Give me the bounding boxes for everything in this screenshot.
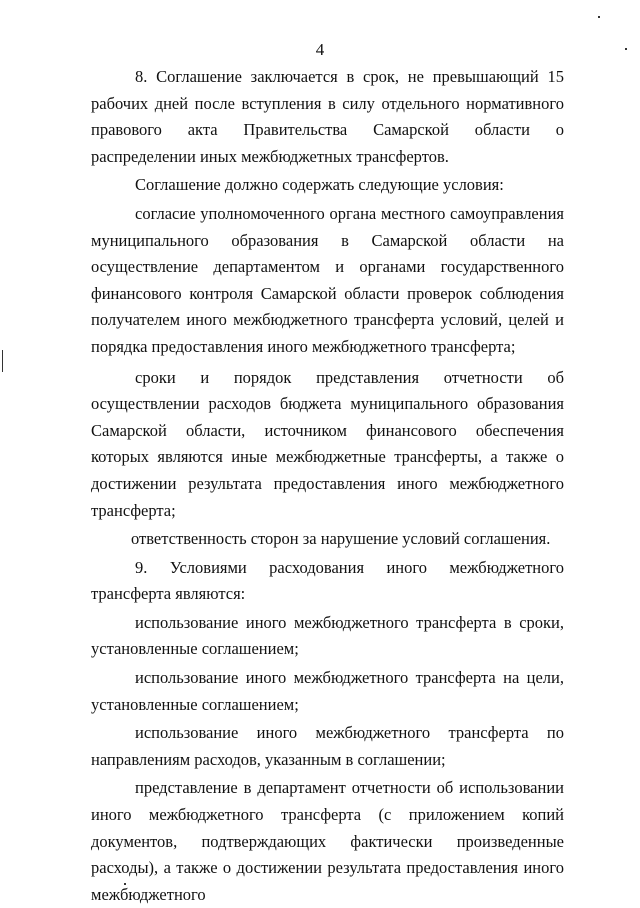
- paragraph-condition-deadlines: использование иного межбюджетного трансферта в сроки, установленные соглашением;: [91, 612, 564, 659]
- paragraph-condition-directions: использование иного межбюджетного трансферта по направлениям расходов, указанным в соглашении;: [91, 723, 564, 769]
- paragraph-9-spending-conditions: 9. Условиями расходования иного межбюджетного трансферта являются:: [91, 557, 564, 604]
- scan-speck-top-right: [598, 16, 600, 18]
- scan-speck-bottom-left: [124, 883, 126, 885]
- page-number: 4: [315, 40, 325, 59]
- paragraph-condition-reporting: сроки и порядок представления отчетности об осуществлении расходов бюджета муниципального образования Самарской области, источником финансового обеспечения которых являются иные межбюджетные трансферты, а также о достижении результата предоставления иного межбюджетного трансферта;: [91, 367, 564, 520]
- scan-mark-left-edge: [2, 350, 3, 372]
- paragraph-8-agreement-term: 8. Соглашение заключается в срок, не превышающий 15 рабочих дней после вступления в силу отдельного нормативного правового акта Правительства Самарской области о распределении иных межбюджетных трансфертов.: [91, 67, 564, 166]
- paragraph-agreement-conditions-intro: Соглашение должно содержать следующие условия:: [135, 175, 504, 195]
- paragraph-condition-purposes: использование иного межбюджетного трансферта на цели, установленные соглашением;: [91, 668, 564, 714]
- document-body: [91, 64, 564, 908]
- scan-speck-right-edge: [625, 48, 627, 50]
- paragraph-condition-reporting-results: представление в департамент отчетности об использовании иного межбюджетного трансферта (с приложением копий документов, подтверждающих фактически произведенные расходы), а также о достижении результата предоставления иного межбюджетного: [91, 778, 564, 904]
- paragraph-condition-responsibility: ответственность сторон за нарушение условий соглашения.: [131, 529, 551, 549]
- paragraph-condition-consent: согласие уполномоченного органа местного самоуправления муниципального образования в Самарской области на осуществление департаментом и органами государственного финансового контроля Самарской области проверок соблюдения получателем иного межбюджетного трансферта условий, целей и порядка предоставления иного межбюджетного трансферта;: [91, 203, 564, 356]
